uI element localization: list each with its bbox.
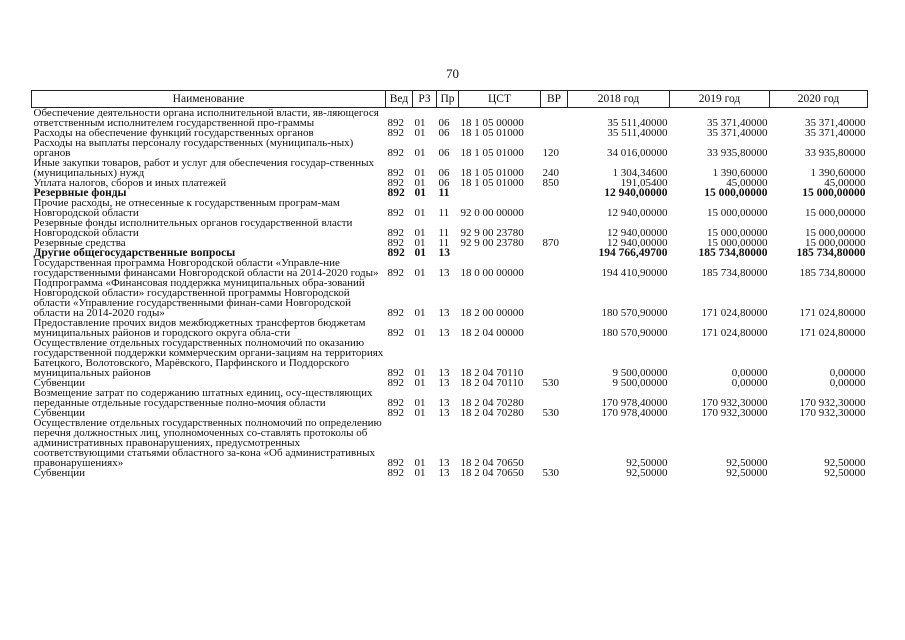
page-number: 70 [446,66,459,81]
row-pr: 13 [438,307,450,319]
row-rz: 01 [414,237,426,249]
table-row [32,278,868,318]
row-cst [459,188,541,198]
row-2018: 180 570,90000 [601,327,668,339]
row-vr: 870 [542,237,559,249]
header-vr: ВР [541,91,568,108]
row-name: Резервные фонды [33,187,127,199]
header-2018: 2018 год [568,91,670,108]
row-2020: 15 000,00000 [805,237,866,249]
row-ved: 892 [387,267,404,279]
row-2019: 171 024,80000 [701,307,768,319]
table-row [32,138,868,158]
row-vr [541,198,568,218]
row-vr: 240 [542,167,559,179]
row-cst: 18 2 04 00000 [460,327,524,339]
row-2020: 170 932,30000 [799,407,866,419]
row-2019: 171 024,80000 [701,327,768,339]
row-2018: 35 511,40000 [607,117,668,129]
row-2020: 45,00000 [824,177,866,189]
row-2020: 185 734,80000 [799,267,866,279]
table-row [32,218,868,238]
row-vr: 530 [542,407,559,419]
row-2020: 35 371,40000 [805,127,866,139]
row-2020: 15 000,00000 [805,227,866,239]
row-2018: 12 940,00000 [607,227,668,239]
row-2020: 171 024,80000 [799,327,866,339]
table-row [32,418,868,468]
row-2020: 92,50000 [824,457,866,469]
row-ved: 892 [387,117,404,129]
row-pr: 06 [438,177,450,189]
row-vr [541,278,568,318]
row-2018: 92,50000 [626,457,668,469]
row-2019: 170 932,30000 [701,397,768,409]
header-2020: 2020 год [770,91,868,108]
row-2018: 170 978,40000 [601,397,668,409]
row-2020: 15 000,00000 [802,187,866,199]
table-row [32,198,868,218]
row-cst: 18 2 04 70280 [460,407,524,419]
row-ved: 892 [387,367,404,379]
row-2019: 185 734,80000 [701,267,768,279]
row-vr [541,108,568,129]
row-ved: 892 [387,467,404,479]
row-2019: 185 734,80000 [698,247,768,259]
row-2019: 92,50000 [726,457,768,469]
row-cst: 18 0 00 00000 [460,267,524,279]
row-vr [541,128,568,138]
table-row [32,468,868,478]
row-rz: 01 [414,187,426,199]
row-2018: 180 570,90000 [601,307,668,319]
row-rz: 01 [414,467,426,479]
row-pr: 13 [438,467,450,479]
row-vr [541,258,568,278]
row-pr: 06 [438,147,450,159]
header-cst: ЦСТ [459,91,541,108]
row-pr: 13 [438,377,450,389]
row-ved: 892 [387,327,404,339]
row-name: Другие общегосударственные вопросы [33,247,236,259]
table-row [32,338,868,378]
row-ved: 892 [387,177,404,189]
row-2018: 191,05400 [620,177,668,189]
row-rz: 01 [414,307,426,319]
row-rz: 01 [414,267,426,279]
row-vr [541,338,568,378]
row-2020: 33 935,80000 [805,147,866,159]
row-pr: 13 [438,407,450,419]
row-2018: 194 410,90000 [601,267,668,279]
row-name: Резервные средства [33,237,126,249]
table-row [32,158,868,178]
row-2020: 171 024,80000 [799,307,866,319]
row-2020: 170 932,30000 [799,397,866,409]
row-name: Прочие расходы, не отнесенные к государственным програм-мам Новгородской области [33,197,340,219]
row-vr [541,388,568,408]
row-pr: 13 [438,327,450,339]
table-header-row [32,91,868,108]
row-2018: 34 016,00000 [607,147,668,159]
row-rz: 01 [414,167,426,179]
row-cst: 18 2 04 70280 [460,397,524,409]
row-cst: 18 2 04 70110 [460,377,524,389]
row-pr: 11 [438,237,450,249]
row-2020: 15 000,00000 [805,207,866,219]
row-vr [541,318,568,338]
row-pr: 06 [438,167,450,179]
row-ved: 892 [387,457,404,469]
row-rz: 01 [414,117,426,129]
row-rz: 01 [414,227,426,239]
row-cst [459,248,541,258]
row-rz: 01 [414,327,426,339]
row-2018: 9 500,00000 [612,367,668,379]
row-rz: 01 [414,247,426,259]
row-ved: 892 [387,227,404,239]
row-vr: 120 [542,147,559,159]
row-cst: 92 9 00 23780 [460,237,524,249]
row-ved: 892 [387,407,404,419]
row-2018: 194 766,49700 [598,247,668,259]
row-rz: 01 [414,397,426,409]
row-name: Резервные фонды исполнительных органов государственной власти Новгородской области [33,217,353,239]
row-vr [541,188,568,198]
row-name: Расходы на выплаты персоналу государственных (муниципаль-ных) органов [33,137,354,159]
row-rz: 01 [414,127,426,139]
row-ved: 892 [387,247,405,259]
header-rz: РЗ [413,91,437,108]
row-ved: 892 [387,187,405,199]
row-2019: 33 935,80000 [707,147,768,159]
row-2018: 12 940,00000 [607,207,668,219]
row-rz: 01 [414,407,426,419]
row-2020: 1 390,60000 [810,167,866,179]
row-rz: 01 [414,377,426,389]
row-2018: 9 500,00000 [612,377,668,389]
row-2018: 12 940,00000 [607,237,668,249]
row-vr: 530 [542,467,559,479]
row-name: Государственная программа Новгородской области «Управле-ние государственными финансами Новгородской области на 2014-2020 годы» [33,257,379,279]
row-ved: 892 [387,307,404,319]
row-ved: 892 [387,377,404,389]
row-2018: 12 940,00000 [604,187,668,199]
row-2019: 15 000,00000 [707,227,768,239]
row-pr: 06 [438,127,450,139]
row-2019: 92,50000 [726,467,768,479]
row-2018: 170 978,40000 [601,407,668,419]
row-vr [541,248,568,258]
row-cst: 18 1 05 01000 [460,147,524,159]
row-rz: 01 [414,367,426,379]
row-vr [541,218,568,238]
row-cst: 18 2 04 70650 [460,467,524,479]
row-name: Осуществление отдельных государственных полномочий по определению перечня должностных лиц, уполномоченных со-ставлять протоколы об административных правонарушениях, предусмотренных соответствующими статьями областного за-кона «Об административных правонарушениях» [33,417,382,469]
row-pr: 13 [438,247,450,259]
row-2019: 15 000,00000 [707,237,768,249]
row-cst: 92 9 00 23780 [460,227,524,239]
row-2019: 0,00000 [731,377,768,389]
row-2020: 185 734,80000 [796,247,866,259]
row-2018: 92,50000 [626,467,668,479]
row-cst: 92 0 00 00000 [460,207,524,219]
row-2019: 0,00000 [731,367,768,379]
table-row [32,318,868,338]
row-2020: 0,00000 [829,367,866,379]
header-2019: 2019 год [670,91,770,108]
row-vr: 530 [542,377,559,389]
row-name: Субвенции [33,467,86,479]
row-rz: 01 [414,177,426,189]
row-2018: 1 304,34600 [612,167,668,179]
table-body [32,108,868,479]
row-cst: 18 2 04 70110 [460,367,524,379]
row-2019: 35 371,40000 [707,127,768,139]
row-pr: 11 [438,187,450,199]
row-name: Субвенции [33,377,86,389]
row-pr: 11 [438,227,450,239]
row-cst: 18 2 04 70650 [460,457,524,469]
row-pr: 13 [438,267,450,279]
row-name: Субвенции [33,407,86,419]
row-rz: 01 [414,147,426,159]
row-name: Осуществление отдельных государственных полномочий по оказанию государственной поддержки коммерческим органи-зациям на территориях Батецкого, Волотовского, Марёвского, Парфинского и Поддорского муниципальных районов [33,337,384,379]
row-2019: 170 932,30000 [701,407,768,419]
budget-table [31,90,868,478]
table-row [32,388,868,408]
row-name: Возмещение затрат по содержанию штатных единиц, осу-ществляющих переданные отдельные государственные полно-мочия области [33,387,373,409]
row-2020: 92,50000 [824,467,866,479]
table-row [32,108,868,129]
row-pr: 13 [438,457,450,469]
row-pr: 13 [438,367,450,379]
row-ved: 892 [387,237,404,249]
header-pr: Пр [437,91,459,108]
row-name: Иные закупки товаров, работ и услуг для обеспечения государ-ственных (муниципальных) нужд [33,157,375,179]
row-name: Предоставление прочих видов межбюджетных трансфертов бюджетам муниципальных районов и городского округа обла-сти [33,317,366,339]
row-name: Подпрограмма «Финансовая поддержка муниципальных обра-зований Новгородской области» государственной программы Новгородской области «Управление государственными финан-сами Новгородской области на 2014-2020 годы» [33,277,365,319]
row-cst: 18 1 05 01000 [460,177,524,189]
row-2019: 35 371,40000 [707,117,768,129]
row-rz: 01 [414,457,426,469]
row-pr: 13 [438,397,450,409]
row-name: Обеспечение деятельности органа исполнительной власти, яв-ляющегося ответственным исполнителем государственной про-граммы [33,107,379,129]
row-name: Уплата налогов, сборов и иных платежей [33,177,227,189]
row-vr [541,418,568,468]
row-2019: 1 390,60000 [712,167,768,179]
header-name: Наименование [32,91,386,108]
row-ved: 892 [387,127,404,139]
row-vr: 850 [542,177,559,189]
header-ved: Вед [386,91,413,108]
row-2019: 15 000,00000 [707,207,768,219]
table-row [32,258,868,278]
row-ved: 892 [387,397,404,409]
row-2019: 45,00000 [726,177,768,189]
row-ved: 892 [387,207,404,219]
row-cst: 18 1 05 01000 [460,127,524,139]
row-2020: 35 371,40000 [805,117,866,129]
row-rz: 01 [414,207,426,219]
row-cst: 18 1 05 00000 [460,117,524,129]
row-cst: 18 2 00 00000 [460,307,524,319]
row-ved: 892 [387,167,404,179]
row-pr: 06 [438,117,450,129]
row-2020: 0,00000 [829,377,866,389]
row-name: Расходы на обеспечение функций государственных органов [33,127,314,139]
row-2018: 35 511,40000 [607,127,668,139]
row-cst: 18 1 05 01000 [460,167,524,179]
row-2019: 15 000,00000 [704,187,768,199]
row-ved: 892 [387,147,404,159]
row-pr: 11 [438,207,450,219]
